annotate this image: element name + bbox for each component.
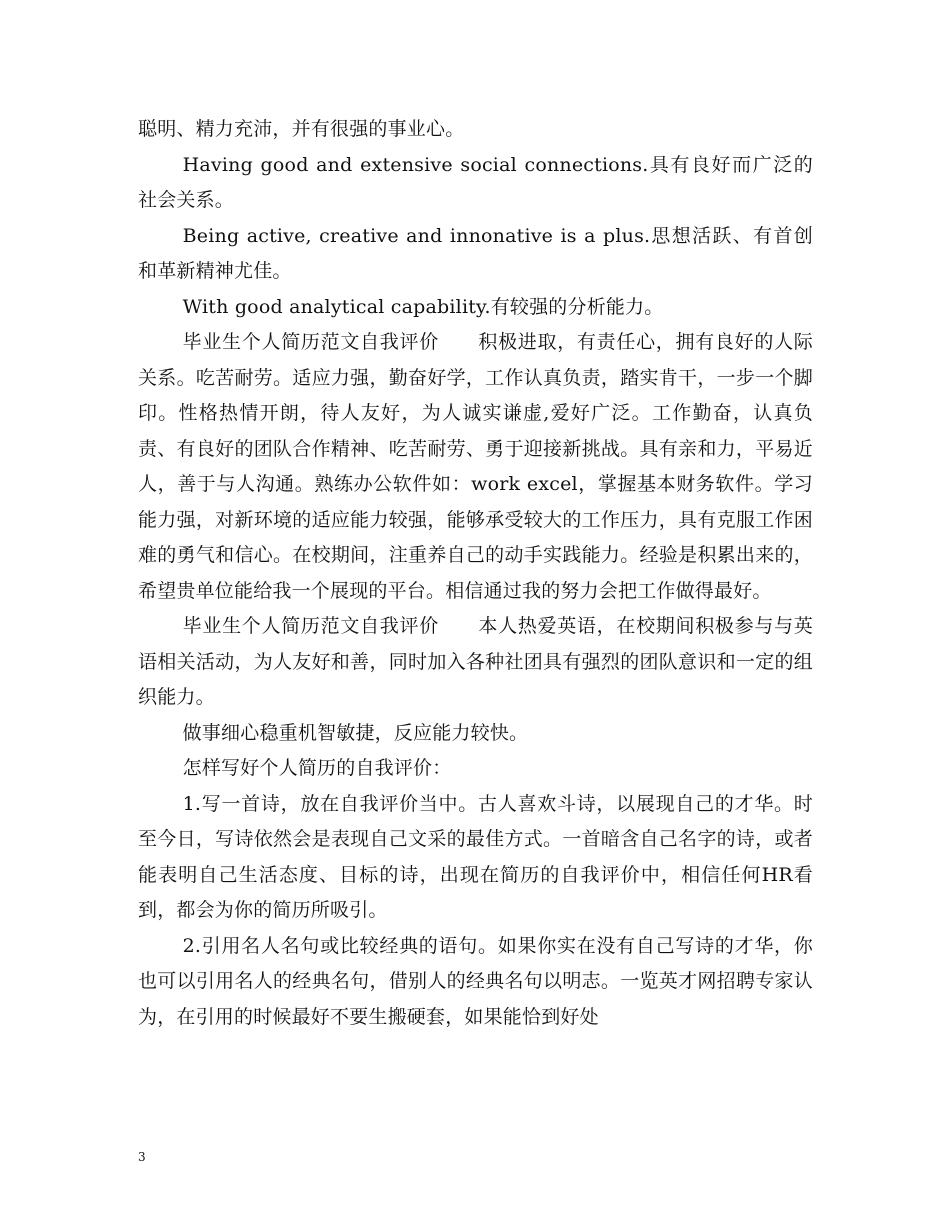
paragraph-tip-quotes: 2.引用名人名句或比较经典的语句。如果你实在没有自己写诗的才华，你也可以引用名人的经典名句，借别人的经典名句以明志。一览英才网招聘专家认为，在引用的时候最好不要生搬硬套，如果能恰到好处 bbox=[138, 934, 813, 1028]
paragraph-self-evaluation-2: 毕业生个人简历范文自我评价 本人热爱英语，在校期间积极参与与英语相关活动，为人友好和善，同时加入各种社团具有强烈的团队意识和一定的组织能力。 bbox=[138, 615, 813, 708]
paragraph-how-to-heading: 怎样写好个人简历的自我评价： bbox=[182, 757, 452, 779]
paragraph-self-evaluation-1: 毕业生个人简历范文自我评价 积极进取，有责任心，拥有良好的人际关系。吃苦耐劳。适应力强，勤奋好学，工作认真负责，踏实肯干，一步一个脚印。性格热情开朗，待人友好，为人诚实谦虚,爱好广泛。工作勤奋，认真负责、有良好的团队合作精神、吃苦耐劳、勇于迎接新挑战。具有亲和力，平易近人，善于与人沟通。熟练办公软件如：work excel，掌握基本财务软件。学习能力强，对新环境的适应能力较强，能够承受较大的工作压力，具有克服工作困难的勇气和信心。在校期间，注重养自己的动手实践能力。经验是积累出来的，希望贵单位能给我一个展现的平台。相信通过我的努力会把工作做得最好。 bbox=[138, 331, 813, 602]
paragraph-social-connections: Having good and extensive social connections.具有良好而广泛的社会关系。 bbox=[138, 153, 813, 211]
page-number: 3 bbox=[138, 1150, 146, 1164]
paragraph-tip-poem: 1.写一首诗，放在自我评价当中。古人喜欢斗诗，以展现自己的才华。时至今日，写诗依然会是表现自己文采的最佳方式。一首暗含自己名字的诗，或者能表明自己生活态度、目标的诗，出现在简历的自我评价中，相信任何HR看到，都会为你的简历所吸引。 bbox=[138, 792, 813, 921]
paragraph-active-creative: Being active, creative and innonative is a plus.思想活跃、有首创和革新精神尤佳。 bbox=[138, 224, 813, 282]
document-body bbox=[138, 112, 813, 1035]
paragraph-continuation: 聪明、精力充沛，并有很强的事业心。 bbox=[138, 118, 465, 140]
paragraph-careful: 做事细心稳重机智敏捷，反应能力较快。 bbox=[182, 721, 529, 744]
paragraph-analytical: With good analytical capability.有较强的分析能力。 bbox=[182, 295, 664, 318]
